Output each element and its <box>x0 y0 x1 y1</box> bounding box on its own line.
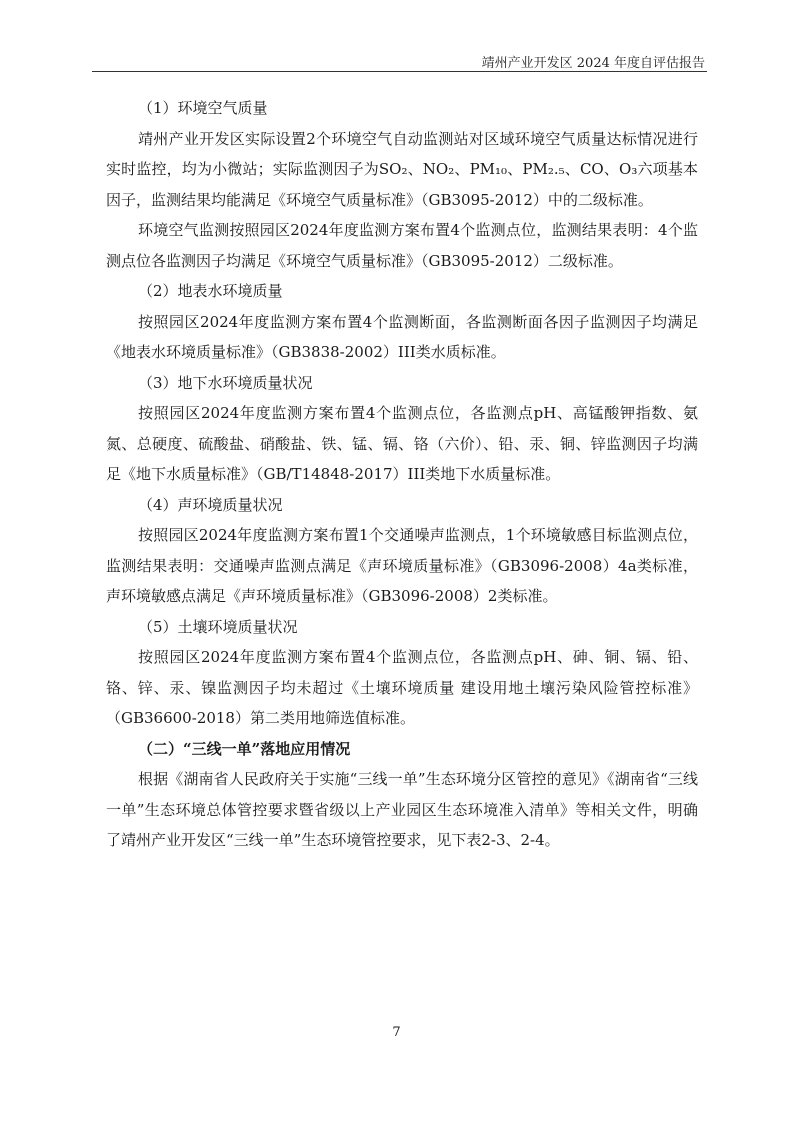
paragraph-soil: 按照园区2024年度监测方案布置4个监测点位，各监测点pH、砷、铜、镉、铅、铬、锌、汞、镍监测因子均未超过《土壤环境质量 建设用地土壤污染风险管控标准》（GB36600-2018）第二类用地筛选值标准。 <box>106 648 698 727</box>
heading-surface-water: （2）地表水环境质量 <box>138 282 283 300</box>
document-body <box>106 93 698 856</box>
running-header: 靖州产业开发区 2024 年度自评估报告 <box>481 56 705 71</box>
paragraph-groundwater: 按照园区2024年度监测方案布置4个监测点位，各监测点pH、高锰酸钾指数、氨氮、总硬度、硫酸盐、硝酸盐、铁、锰、镉、铬（六价）、铅、汞、铜、锌监测因子均满足《地下水质量标准》（GB/T14848-2017）III类地下水质量标准。 <box>106 404 698 483</box>
heading-noise: （4）声环境质量状况 <box>138 495 283 514</box>
heading-groundwater: （3）地下水环境质量状况 <box>138 373 313 392</box>
heading-three-lines-one-list: （二）“三线一单”落地应用情况 <box>138 739 351 758</box>
paragraph-noise: 按照园区2024年度监测方案布置1个交通噪声监测点，1个环境敏感目标监测点位，监测结果表明：交通噪声监测点满足《声环境质量标准》（GB3096-2008）4a类标准，声环境敏感点满足《声环境质量标准》（GB3096-2008）2类标准。 <box>106 526 698 605</box>
paragraph-surface-water: 按照园区2024年度监测方案布置4个监测断面，各监测断面各因子监测因子均满足《地表水环境质量标准》（GB3838-2002）III类水质标准。 <box>106 312 698 361</box>
heading-air-quality: （1）环境空气质量 <box>138 99 268 117</box>
header-divider <box>92 71 707 72</box>
page-number: 7 <box>392 1025 401 1040</box>
paragraph-air-stations: 靖州产业开发区实际设置2个环境空气自动监测站对区域环境空气质量达标情况进行实时监控，均为小微站；实际监测因子为SO₂、NO₂、PM₁₀、PM₂.₅、CO、O₃六项基本因子，监测结果均能满足《环境空气质量标准》（GB3095-2012）中的二级标准。 <box>106 129 698 209</box>
paragraph-air-monitoring: 环境空气监测按照园区2024年度监测方案布置4个监测点位，监测结果表明：4个监测点位各监测因子均满足《环境空气质量标准》（GB3095-2012）二级标准。 <box>106 221 698 270</box>
paragraph-three-lines-one-list: 根据《湖南省人民政府关于实施“三线一单”生态环境分区管控的意见》《湖南省“三线一单”生态环境总体管控要求暨省级以上产业园区生态环境准入清单》等相关文件，明确了靖州产业开发区“三线一单”生态环境管控要求，见下表2-3、2-4。 <box>106 770 698 849</box>
heading-soil: （5）土壤环境质量状况 <box>138 617 298 636</box>
